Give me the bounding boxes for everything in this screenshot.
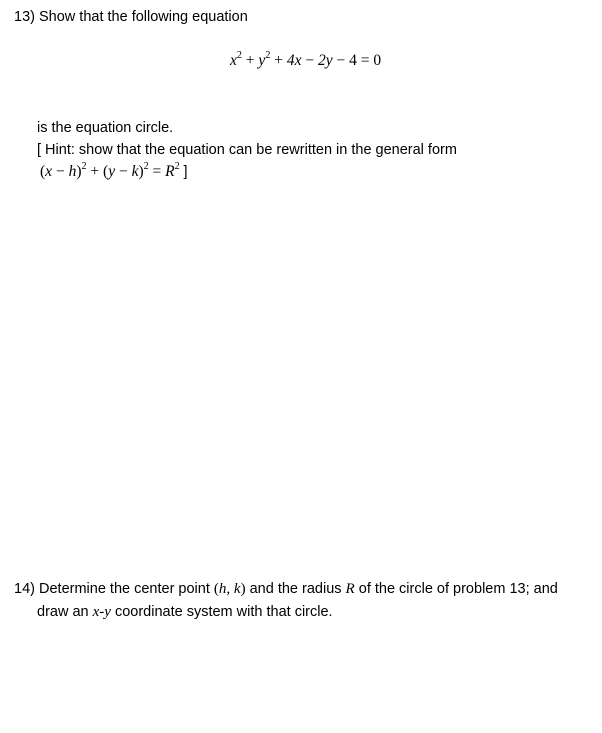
problem-13-heading [14,8,248,26]
problem-13-conclusion: is the equation circle. [37,120,174,136]
problem-13-equation: $x^2 + y^2 + 4x - 2y - 4 = 0$ [230,49,382,69]
radius-symbol: R [345,581,355,597]
problem-13-number: 13) [14,9,35,25]
problem-14-number: 14) [14,581,35,597]
problem-14-line-1: 14) Determine the center point (h, k) and the radius R of the circle of problem 13; and [14,581,558,597]
problem-13-hint: [ Hint: show that the equation can be rewritten in the general form [37,142,457,158]
center-point-notation: (h, k) [213,581,246,597]
problem-14-line-2: draw an x-y coordinate system with that circle. [37,604,333,620]
problem-13-statement: Show that the following equation [39,9,248,25]
problem-13-hint-form: $(x - h)^2 + (y - k)^2 = R^2$ ] [40,160,188,180]
xy-symbol: x-y [92,604,111,620]
